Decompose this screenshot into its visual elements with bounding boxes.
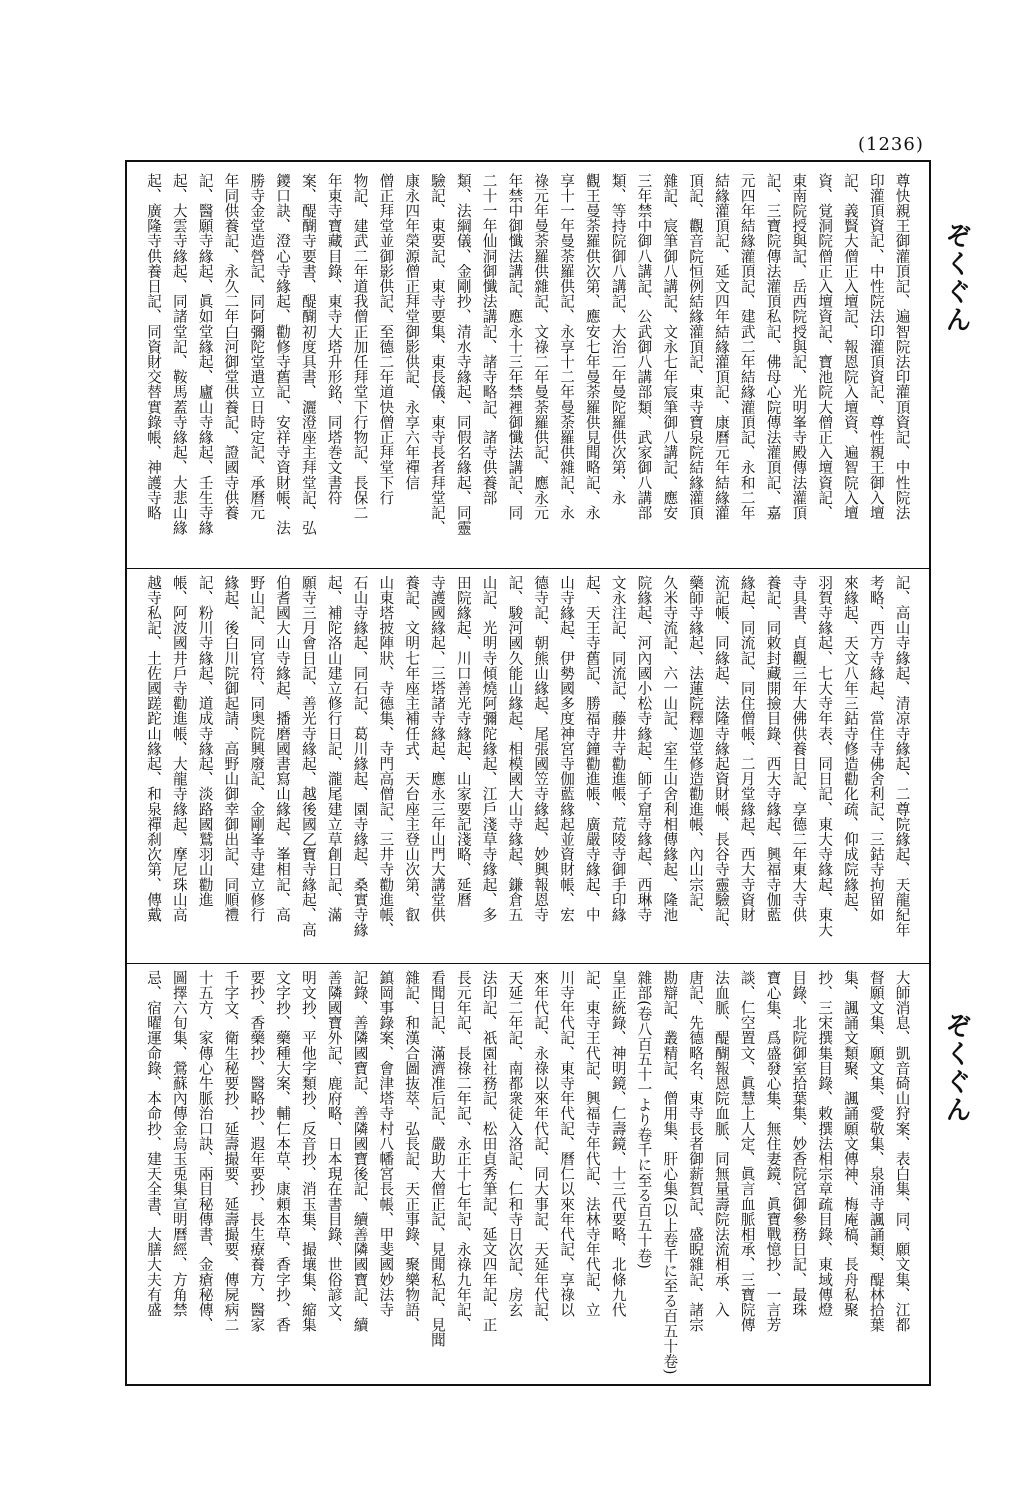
text-column: 起、補陀洛山建立修行日記、瀧尾建立草創日記、滿 <box>325 575 343 923</box>
text-column: 忌、宿曜運命錄、本命抄、建天全書、大膳大夫有盛 <box>145 970 162 1318</box>
text-column: 東南院授與記、岳西院授與記、光明峯寺殿傳法灌頂 <box>790 173 808 521</box>
text-column: 目錄、北院御室拾葉集、妙香院宮御參務日記、最珠 <box>790 970 808 1318</box>
text-column: 法印記、祇園社務記、松田貞秀筆記、延文四年記、正 <box>480 970 498 1333</box>
text-column: 記、粉川寺緣起、道成寺緣起、淡路國鷲羽山勸進 <box>196 575 214 908</box>
text-column: 寺護國緣起、三塔諸寺緣起、應永三年山門大講堂供 <box>428 575 446 923</box>
text-column: 要抄、香藥抄、醫略抄、遐年要抄、長生療養方、醫家 <box>248 970 266 1333</box>
text-column: 記、高山寺緣起、清凉寺緣起、二尊院緣起、天龍紀年 <box>893 575 911 938</box>
text-column: 記、東寺王代記、興福寺年代記、法林寺年代記、立 <box>583 970 601 1318</box>
text-column: 年同供養記、永久二年白河御堂供養記、證國寺供養 <box>222 173 240 521</box>
text-column: 千字文、衛生秘要抄、延壽撮要、延壽撮要、傳屍病二 <box>222 970 240 1333</box>
text-column: 來年代記、永祿以來年代記、同大事記、天延年代記、 <box>532 970 550 1333</box>
text-column: 養記、同敕封藏開撿目錄、西大寺緣起、興福寺伽藍 <box>764 575 782 923</box>
text-column: 記錄、善隣國寶記、善隣國寶後記、續善隣國寶記、續 <box>351 970 369 1333</box>
text-column: 鎮岡事錄案、會津塔寺村八幡宮長帳、甲斐國妙法寺 <box>377 970 395 1318</box>
text-column: 驗記、東要記、東寺要集、東長儀、東寺長者拜堂記、 <box>428 173 446 536</box>
running-head-top: ぞくぐん <box>941 222 971 334</box>
text-column: 康永四年榮源僧正拜堂御影供記、永享六年禪信 <box>403 173 421 491</box>
text-column: 觀王曼荼羅供次第、應安七年曼荼羅供見聞略記、永 <box>583 173 601 521</box>
text-column: 雜記、宸筆御八講記、文永七年宸筆御八講記、應安 <box>661 173 679 521</box>
running-head-bottom: ぞくぐん <box>941 1012 971 1124</box>
text-column: 勘辯記、叢精記、僧用集、肝心集(以上卷千に至る百五十卷) <box>661 970 679 1375</box>
page-number: (1236) <box>858 134 924 155</box>
text-column: 勝寺金堂造營記、同阿彌陀堂遣立日時定記、承曆元 <box>248 173 266 521</box>
text-column: 元四年結緣灌頂記、建武二年結緣灌頂記、永和二年 <box>738 173 756 521</box>
text-column: 藥師寺緣起、法蓮院釋迦堂修造勸進帳、內山宗記、 <box>687 575 705 923</box>
text-column: 看聞日記、滿濟准后記、嚴助大僧正記、見聞私記、見聞 <box>428 970 446 1348</box>
text-column: 野山記、同官符、同奥院興廢記、金剛峯寺建立修行 <box>248 575 266 923</box>
text-column: 寶心集、爲盛發心集、無住妻鏡、眞寶戰憶抄、一言芳 <box>764 970 782 1333</box>
text-column: 天延二年記、南都衆徒入洛記、仁和寺日次記、房玄 <box>506 970 524 1318</box>
text-column: 年禁中御懺法講記、應永十三年禁裡御懺法講記、同 <box>506 173 524 521</box>
section-divider <box>125 963 931 964</box>
text-column: 考略、西方寺緣起、當住寺佛舍利記、三鈷寺拘留如 <box>867 575 885 923</box>
text-column: 起、天王寺舊記、勝福寺鐘勸進帳、廣嚴寺緣起、中 <box>583 575 601 923</box>
text-column: 來緣起、天文八年三鈷寺修造勸化疏、仰成院緣起、 <box>841 575 859 923</box>
text-column: 文永注記、同流記、藤井寺勸進帳、荒陵寺御手印緣 <box>609 575 627 923</box>
text-column: 結緣灌頂記、延文四年結緣灌頂記、康曆元年結緣灌 <box>712 173 730 521</box>
section-divider <box>125 568 931 569</box>
text-column: 德寺記、朝熊山緣起、尾張國笠寺緣起、妙興報恩寺 <box>532 575 550 923</box>
text-column: 督願文集、願文集、愛敬集、泉涌寺諷誦類、醍林拾葉 <box>867 970 885 1333</box>
text-section-1 <box>128 173 928 565</box>
text-column: 類、等持院御八講記、大治二年曼陀羅供次第、永 <box>609 173 627 506</box>
text-column: 田院緣起、川口善光寺緣起、山家要記淺略、延曆 <box>454 575 472 908</box>
text-column: 法血脈、醍醐報恩院血脈、同無量壽院法流相承、入 <box>712 970 730 1318</box>
text-column: 鑁口訣、澄心寺緣起、勸修寺舊記、安祥寺資財帳、法 <box>274 173 292 536</box>
text-column: 二十一年仙洞御懺法講記、諸寺略記、諸寺供養部 <box>480 173 498 506</box>
text-column: 山寺緣起、伊勢國多度神宮寺伽藍緣起並資財帳、宏 <box>558 575 575 923</box>
text-column: 頂記、觀音院恒例結緣灌頂記、東寺寶泉院結緣灌頂 <box>687 173 705 521</box>
text-column: 資、覚洞院僧正入壇資記、寶池院大僧正入壇資記、 <box>816 173 834 521</box>
text-column: 久米寺流記、六一山記、室生山舍利相傳緣起、隆池 <box>661 575 679 923</box>
text-column: 記、醫願寺緣起、眞如堂緣起、廬山寺緣起、壬生寺緣 <box>196 173 214 536</box>
text-column: 印灌頂資記、中性院法印灌頂資記、尊性親王御入壇 <box>867 173 885 521</box>
text-column: 長元年記、長祿二年記、永正十七年記、永祿九年記、 <box>454 970 472 1333</box>
text-column: 談、仁空置文、眞慧上人定、眞言血脈相承、三寶院傳 <box>738 970 756 1333</box>
text-column: 案、醍醐寺要書、醍醐初度具書、灑澄座主拜堂記、弘 <box>299 173 317 536</box>
text-column: 享十一年曼荼羅供記、永享十二年曼荼羅供雜記、永 <box>558 173 575 521</box>
text-column: 明文抄、平他字類抄、反音抄、消玉集、撮壤集、縮集 <box>299 970 317 1333</box>
text-column: 院緣起、河內國小松寺緣起、師子窟寺緣起、西琳寺 <box>635 575 653 923</box>
text-column: 祿元年曼荼羅供雜記、文祿二年曼荼羅供記、應永元 <box>532 173 550 521</box>
text-column: 類、法綱儀、金剛抄、清水寺緣起、同假名緣起、同靈 <box>454 173 472 536</box>
text-column: 記、義賢大僧正入壇記、報恩院入壇資、遍智院入壇 <box>841 173 859 521</box>
text-column: 流記帳、同緣起、法隆寺緣起資財帳、長谷寺靈驗記、 <box>712 575 730 938</box>
text-column: 物記、建武二年道我僧正加任拜堂下行物記、長保二 <box>351 173 369 521</box>
text-column: 文字抄、藥種大案、輔仁本草、康頼本草、香字抄、香 <box>274 970 292 1333</box>
text-column: 大師消息、凱音碕山狩案、表白集、同、願文集、江都 <box>893 970 911 1333</box>
text-column: 羽賀寺緣起、七大寺年表、同日記、東大寺緣起、東大 <box>816 575 834 938</box>
text-column: 緣起、同流記、同住僧帳、二月堂緣起、西大寺資財 <box>738 575 756 923</box>
text-column: 僧正拜堂並御影供記、至德二年道快僧正拜堂下行 <box>377 173 395 506</box>
text-section-2 <box>128 575 928 957</box>
text-column: 山記、光明寺傾燒阿彌陀緣起、江戶淺草寺緣起、多 <box>480 575 498 923</box>
text-column: 記、三寶院傳法灌頂私記、佛母心院傳法灌頂記、嘉 <box>764 173 782 521</box>
text-column: 雜記、和漢合圖抜萃、弘長記、天正事錄、聚樂物語、 <box>403 970 421 1333</box>
text-column: 皇正統錄、神明鏡、仁壽鏡、十三代要略、北條九代 <box>609 970 627 1318</box>
text-column: 十五方、家傳心牛脈治口訣、兩目秘傳書、金瘡秘傳、 <box>196 970 214 1333</box>
text-column: 唐記、先德略名、東寺長者御薪賀記、盛睨雜記、諸宗 <box>687 970 705 1333</box>
text-column: 抄、三宋撰集目錄、敕撰法相宗章疏目錄、東域傳燈 <box>816 970 834 1318</box>
text-column: 越寺私記、土佐國蹉跎山緣起、和泉禪刹次第、傳戴 <box>145 575 162 923</box>
text-column: 雜部(卷八百五十一より卷千に至る百五十卷) <box>635 970 653 1270</box>
text-column: 石山寺緣起、同石記、葛川緣起、園寺緣起、桑實寺緣 <box>351 575 369 938</box>
text-column: 伯耆國大山寺緣起、播磨國書寫山緣起、峯相記、高 <box>274 575 292 923</box>
text-section-3 <box>128 970 928 1380</box>
text-column: 善隣國寶外記、鹿府略、日本現在書目錄、世俗諺文、 <box>325 970 343 1333</box>
text-column: 起、大雲寺緣起、同諸堂記、鞍馬蓋寺緣起、大悲山緣 <box>170 173 188 536</box>
text-column: 帳、阿波國井戶寺勸進帳、大龍寺緣起、摩尼珠山高 <box>170 575 188 923</box>
text-column: 年東寺寶藏目錄、東寺大塔升形銘、同塔巻文書符 <box>325 173 343 506</box>
text-column: 川寺年代記、東寺年代記、曆仁以來年代記、享祿以 <box>558 970 575 1318</box>
text-column: 三年禁中御八講記、公武御八講部類、武家御八講部 <box>635 173 653 521</box>
text-column: 圖擇六旬集、鶯蘇內傳金烏玉兎集宣明曆經、方角禁 <box>170 970 188 1318</box>
text-column: 寺具書、貞觀三年大佛供養日記、享德二年東大寺供 <box>790 575 808 923</box>
text-column: 集、諷誦文類聚、諷誦願文傳神、梅庵稿、長舟私聚 <box>841 970 859 1318</box>
text-column: 緣起、後白川院御起請、高野山御幸御出記、同順禮 <box>222 575 240 923</box>
text-column: 養記、文明七年座主補任式、天台座主登山次第、叡 <box>403 575 421 923</box>
text-column: 山東塔披陣狀、寺德集、寺門高僧記、三井寺勸進帳、 <box>377 575 395 938</box>
text-column: 起、廣隆寺供養日記、同資財交替實錄帳、神護寺略 <box>145 173 162 521</box>
text-column: 記、駿河國久能山緣起、相模國大山寺緣起、鎌倉五 <box>506 575 524 923</box>
text-column: 尊快親王御灌頂記、遍智院法印灌頂資記、中性院法 <box>893 173 911 521</box>
text-column: 願寺三月會日記、善光寺緣起、越後國乙寶寺緣起、高 <box>299 575 317 938</box>
